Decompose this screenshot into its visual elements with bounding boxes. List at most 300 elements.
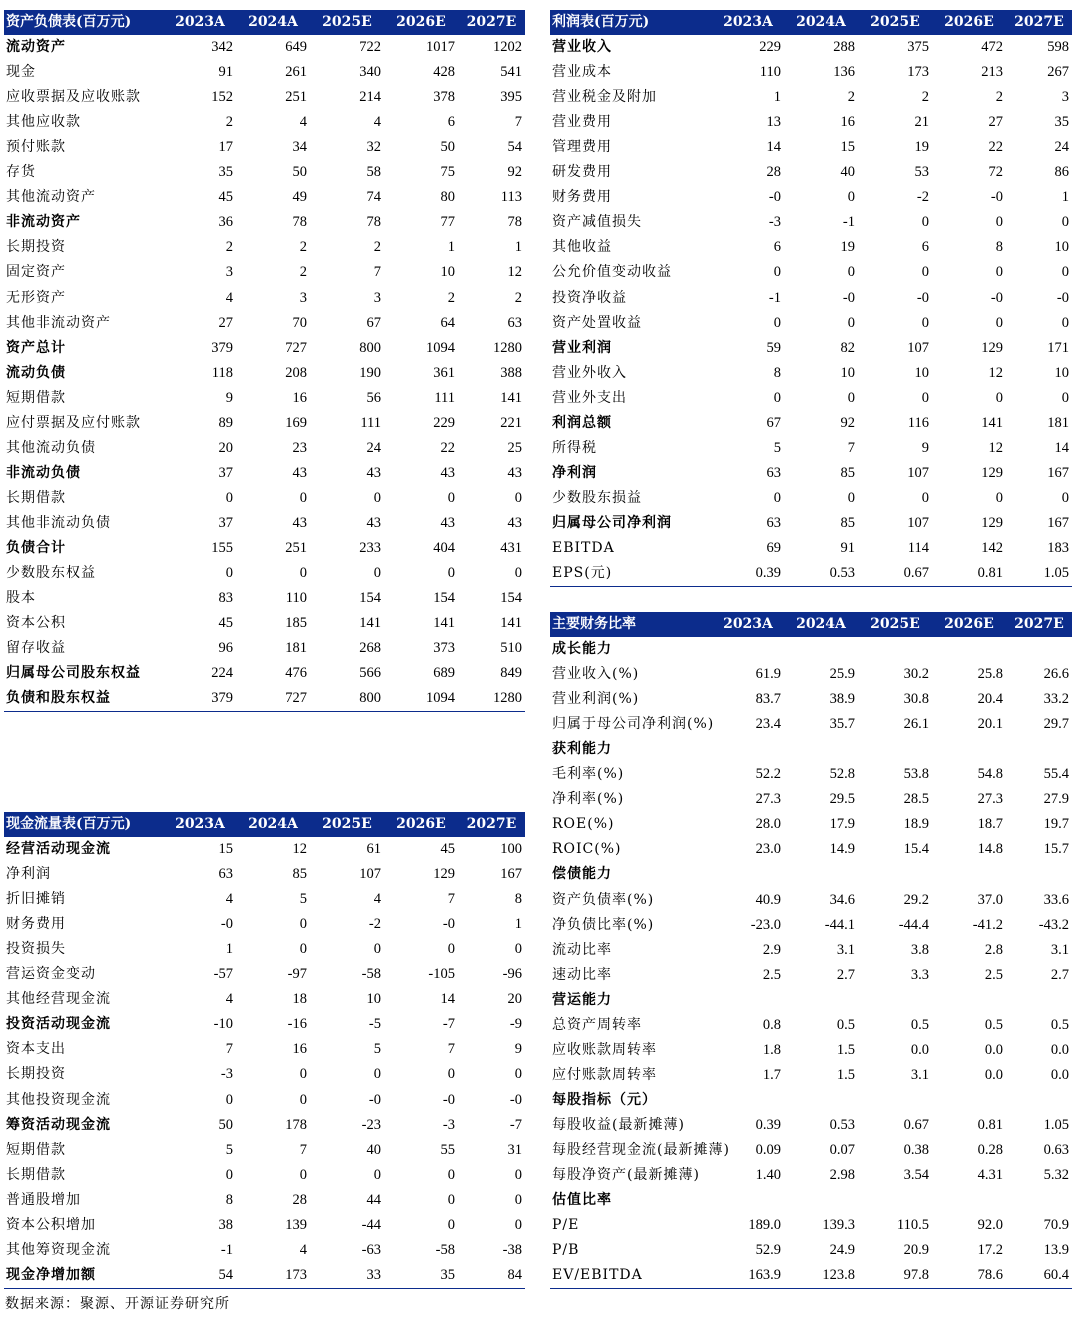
year-header: 2024A	[236, 10, 310, 35]
table-row	[550, 938, 1072, 963]
value-cell: 63	[507, 314, 522, 331]
table-row	[550, 110, 1072, 135]
row-label: ROE(%)	[552, 816, 615, 833]
year-header: 2026E	[384, 10, 458, 35]
table-row	[4, 336, 525, 361]
value-cell: 23	[292, 439, 307, 456]
row-label: 公允价值变动收益	[552, 264, 672, 281]
table-row	[550, 436, 1072, 461]
value-cell	[784, 1088, 858, 1113]
value-cell: 2.8	[984, 941, 1003, 958]
row-label: ROIC(%)	[552, 841, 622, 858]
value-cell: 91	[218, 64, 233, 81]
value-cell: 85	[840, 464, 855, 481]
row-label: 现金	[6, 64, 36, 81]
value-cell: 173	[907, 64, 929, 81]
value-cell: -23.0	[750, 916, 781, 933]
value-cell: 63	[766, 464, 781, 481]
value-cell: 388	[500, 364, 522, 381]
table-row	[550, 235, 1072, 260]
value-cell: 85	[292, 866, 307, 883]
value-cell: 69	[766, 540, 781, 556]
value-cell: 111	[360, 414, 381, 431]
value-cell: 849	[500, 665, 522, 682]
value-cell: 1	[514, 916, 522, 933]
value-cell: -0	[990, 189, 1003, 206]
table-row	[4, 887, 525, 912]
value-cell: 800	[359, 339, 381, 356]
table-row	[4, 160, 525, 185]
value-cell: 3	[225, 264, 233, 281]
row-label: 负债合计	[6, 540, 66, 556]
value-cell: 139	[285, 1216, 307, 1233]
row-label: P/E	[552, 1217, 580, 1234]
value-cell: 0	[773, 489, 781, 506]
value-cell: -1	[220, 1241, 233, 1258]
row-label: 流动负债	[6, 364, 66, 381]
table-row	[550, 662, 1072, 687]
row-label: 固定资产	[6, 264, 66, 281]
value-cell: -0	[916, 289, 929, 306]
row-label: 长期投资	[6, 239, 66, 256]
row-label: P/B	[552, 1242, 580, 1259]
row-label: 短期借款	[6, 1141, 66, 1158]
value-cell: 0	[921, 264, 929, 281]
value-cell: 154	[359, 590, 381, 607]
row-label: EBITDA	[552, 540, 615, 556]
row-label: 筹资活动现金流	[6, 1116, 111, 1133]
value-cell: 167	[500, 866, 522, 883]
value-cell: 67	[766, 414, 781, 431]
table-row	[4, 987, 525, 1012]
value-cell: -58	[361, 966, 381, 983]
value-cell: 141	[981, 414, 1003, 431]
row-label: 营业外收入	[552, 364, 627, 381]
value-cell: 24	[366, 439, 381, 456]
table-row	[550, 812, 1072, 837]
table-header-row	[550, 10, 1072, 35]
value-cell	[858, 637, 932, 662]
value-cell: 26.1	[903, 716, 929, 733]
value-cell: 0	[225, 1091, 233, 1108]
value-cell: 2.9	[762, 941, 781, 958]
value-cell: 38.9	[829, 691, 855, 708]
value-cell: 123.8	[784, 1263, 858, 1289]
value-cell: 40.9	[755, 891, 781, 908]
value-cell: 0	[921, 389, 929, 406]
value-cell: 110.5	[896, 1217, 929, 1234]
value-cell: 14.8	[977, 841, 1003, 858]
value-cell: 1	[514, 239, 522, 256]
table-row	[4, 35, 525, 60]
value-cell: 20.4	[977, 691, 1003, 708]
table-row	[550, 1063, 1072, 1088]
value-cell: 0	[225, 565, 233, 582]
table-row	[550, 1013, 1072, 1038]
row-label: 毛利率(%)	[552, 766, 625, 783]
table-row	[550, 737, 1072, 762]
value-cell: 0	[225, 489, 233, 506]
value-cell: 0.09	[755, 1142, 781, 1158]
table-row	[550, 837, 1072, 862]
value-cell: 107	[907, 514, 929, 531]
table-row	[4, 611, 525, 636]
value-cell: 3.8	[910, 941, 929, 958]
financial-ratios-table	[550, 612, 1072, 1289]
value-cell	[858, 1188, 932, 1213]
row-label: 应收票据及应收账款	[6, 89, 141, 106]
value-cell: 428	[433, 64, 455, 81]
value-cell: 35	[1054, 114, 1069, 131]
value-cell: 0	[1061, 389, 1069, 406]
value-cell: 0.0	[1050, 1066, 1069, 1083]
table-row	[550, 486, 1072, 511]
table-row	[550, 1113, 1072, 1138]
value-cell: 361	[433, 364, 455, 381]
value-cell: 18.9	[903, 816, 929, 833]
row-label: 投资活动现金流	[6, 1016, 111, 1033]
value-cell: 0	[995, 389, 1003, 406]
value-cell: 472	[981, 39, 1003, 56]
value-cell: 82	[840, 339, 855, 356]
table-row	[4, 837, 525, 862]
value-cell: 0.39	[712, 561, 784, 587]
value-cell: -97	[287, 966, 307, 983]
value-cell: 0	[299, 941, 307, 958]
table-row	[4, 686, 525, 712]
value-cell: 224	[211, 665, 233, 682]
value-cell: 54	[164, 1263, 236, 1289]
value-cell: 110	[285, 590, 307, 607]
value-cell: 0.53	[829, 1116, 855, 1133]
table-row	[4, 260, 525, 285]
table-row	[550, 160, 1072, 185]
value-cell: 44	[366, 1191, 381, 1208]
value-cell: 395	[500, 89, 522, 106]
row-label: 存货	[6, 164, 36, 181]
value-cell: 61	[366, 841, 381, 858]
value-cell: 30.2	[903, 666, 929, 683]
value-cell: 4	[225, 991, 233, 1008]
value-cell: 129	[981, 514, 1003, 531]
value-cell: 45	[218, 615, 233, 632]
table-title: 主要财务比率	[550, 612, 712, 637]
value-cell: 1.7	[762, 1066, 781, 1083]
year-header: 2027E	[1006, 10, 1072, 35]
table-row	[550, 311, 1072, 336]
value-cell: 0	[447, 941, 455, 958]
value-cell: 7	[373, 264, 381, 281]
value-cell: 229	[759, 39, 781, 56]
value-cell: 0	[514, 1191, 522, 1208]
value-cell: -2	[916, 189, 929, 206]
value-cell: 92	[507, 164, 522, 181]
value-cell	[784, 737, 858, 762]
value-cell: 18.7	[977, 816, 1003, 833]
value-cell: -16	[287, 1016, 307, 1033]
table-row	[4, 235, 525, 260]
value-cell	[1006, 737, 1072, 762]
ratios-grid	[550, 612, 1072, 1289]
value-cell: 14	[440, 991, 455, 1008]
row-label: 长期借款	[6, 1166, 66, 1183]
value-cell: 0	[514, 565, 522, 582]
table-row	[550, 185, 1072, 210]
value-cell: 0	[447, 1191, 455, 1208]
value-cell: 0	[514, 489, 522, 506]
table-row	[4, 511, 525, 536]
value-cell: 1.40	[755, 1167, 781, 1184]
value-cell	[932, 862, 1006, 887]
value-cell	[932, 637, 1006, 662]
value-cell: -38	[502, 1241, 522, 1258]
row-label: 负债和股东权益	[4, 686, 164, 712]
table-row	[550, 461, 1072, 486]
value-cell: 9	[514, 1041, 522, 1058]
value-cell: 16	[292, 1041, 307, 1058]
row-label: 营业利润	[552, 339, 612, 356]
value-cell: 17.9	[829, 816, 855, 833]
value-cell: -0	[768, 189, 781, 206]
value-cell: 28	[766, 164, 781, 181]
row-label: 其他流动资产	[6, 189, 96, 206]
value-cell: 0	[299, 1066, 307, 1083]
value-cell: 0.63	[1043, 1142, 1069, 1158]
table-row	[550, 1188, 1072, 1213]
value-cell: 0	[921, 314, 929, 331]
value-cell: 28.0	[755, 816, 781, 833]
value-cell	[784, 988, 858, 1013]
income-statement-grid	[550, 10, 1072, 587]
value-cell: -5	[368, 1016, 381, 1033]
value-cell: 12	[988, 364, 1003, 381]
value-cell: 26.6	[1043, 666, 1069, 683]
year-header: 2025E	[858, 10, 932, 35]
value-cell: 7	[447, 1041, 455, 1058]
value-cell: 154	[500, 590, 522, 607]
value-cell: 2.5	[762, 966, 781, 983]
value-cell: 0.39	[755, 1116, 781, 1133]
value-cell: 72	[988, 164, 1003, 181]
value-cell: 113	[500, 189, 522, 206]
value-cell: 267	[1047, 64, 1069, 81]
value-cell: -7	[509, 1116, 522, 1133]
value-cell: 181	[1047, 414, 1069, 431]
value-cell: 5.32	[1043, 1167, 1069, 1184]
value-cell: 12	[292, 841, 307, 858]
value-cell: 1.5	[836, 1041, 855, 1058]
value-cell: 1202	[493, 39, 522, 56]
value-cell: 23.0	[755, 841, 781, 858]
value-cell: 20	[507, 991, 522, 1008]
value-cell: 10	[914, 364, 929, 381]
table-row	[4, 1163, 525, 1188]
value-cell: 2.5	[984, 966, 1003, 983]
value-cell: 4.31	[977, 1167, 1003, 1184]
value-cell: 129	[433, 866, 455, 883]
value-cell: 35.7	[829, 716, 855, 733]
value-cell: 28.5	[903, 791, 929, 808]
table-row	[4, 461, 525, 486]
table-row	[4, 912, 525, 937]
value-cell: 0	[995, 264, 1003, 281]
value-cell: 800	[310, 686, 384, 712]
value-cell: 167	[1047, 464, 1069, 481]
value-cell	[858, 737, 932, 762]
value-cell: 4	[373, 891, 381, 908]
value-cell: 689	[433, 665, 455, 682]
row-label: 应收账款周转率	[552, 1041, 657, 1058]
value-cell: 60.4	[1006, 1263, 1072, 1289]
row-label: 估值比率	[552, 1192, 612, 1209]
value-cell: 1	[225, 941, 233, 958]
value-cell: 61.9	[755, 666, 781, 683]
value-cell: 251	[285, 540, 307, 556]
row-label: 营运资金变动	[6, 966, 96, 983]
table-row	[4, 1062, 525, 1087]
value-cell: 185	[285, 615, 307, 632]
table-row	[550, 687, 1072, 712]
value-cell: 0.28	[977, 1142, 1003, 1158]
value-cell: 8	[995, 239, 1003, 256]
year-header: 2027E	[458, 812, 525, 837]
value-cell: 74	[366, 189, 381, 206]
value-cell: 0	[373, 489, 381, 506]
value-cell: -1	[768, 289, 781, 306]
value-cell: 0.5	[984, 1016, 1003, 1033]
value-cell: 5	[373, 1041, 381, 1058]
value-cell: 83	[218, 590, 233, 607]
row-label: 投资损失	[6, 941, 66, 958]
value-cell	[712, 862, 784, 887]
value-cell	[712, 988, 784, 1013]
row-label: 留存收益	[6, 640, 66, 657]
value-cell: 43	[440, 514, 455, 531]
row-label: 总资产周转率	[552, 1016, 642, 1033]
value-cell: 19	[840, 239, 855, 256]
value-cell: 7	[225, 1041, 233, 1058]
value-cell: 22	[440, 439, 455, 456]
value-cell: 0.5	[1050, 1016, 1069, 1033]
value-cell: 52.9	[755, 1242, 781, 1259]
value-cell: 2	[299, 264, 307, 281]
table-row	[550, 35, 1072, 60]
value-cell: 2	[299, 239, 307, 256]
value-cell: 118	[211, 364, 233, 381]
value-cell: 3.1	[1050, 941, 1069, 958]
value-cell: 0	[299, 1166, 307, 1183]
value-cell: 1.5	[836, 1066, 855, 1083]
value-cell: 43	[292, 464, 307, 481]
value-cell: 20	[218, 439, 233, 456]
table-row	[4, 1138, 525, 1163]
value-cell: 2	[447, 289, 455, 306]
table-row	[550, 787, 1072, 812]
value-cell: 45	[440, 841, 455, 858]
value-cell: -44.4	[898, 916, 929, 933]
value-cell: 155	[211, 540, 233, 556]
value-cell: 0.0	[984, 1041, 1003, 1058]
value-cell: 375	[907, 39, 929, 56]
table-row	[550, 1138, 1072, 1163]
table-row	[4, 586, 525, 611]
value-cell: 0	[225, 1166, 233, 1183]
row-label: 营业税金及附加	[552, 89, 657, 106]
row-label: 获利能力	[552, 741, 612, 758]
value-cell: 3.54	[903, 1167, 929, 1184]
value-cell: 5	[225, 1141, 233, 1158]
value-cell: 24	[1054, 139, 1069, 156]
value-cell: -57	[213, 966, 233, 983]
row-label: 普通股增加	[6, 1191, 81, 1208]
value-cell: 20.1	[977, 716, 1003, 733]
row-label: 资本公积增加	[6, 1216, 96, 1233]
value-cell: 0	[1061, 314, 1069, 331]
row-label: 投资净收益	[552, 289, 627, 306]
value-cell: 2	[847, 89, 855, 106]
table-row	[550, 1238, 1072, 1263]
value-cell: 10	[440, 264, 455, 281]
value-cell: 78.6	[932, 1263, 1006, 1289]
value-cell	[1006, 1188, 1072, 1213]
table-row	[550, 361, 1072, 386]
value-cell: 33.2	[1043, 691, 1069, 708]
balance-sheet-grid	[4, 10, 525, 712]
table-row	[550, 336, 1072, 361]
value-cell: 31	[507, 1141, 522, 1158]
value-cell: 52.8	[829, 766, 855, 783]
row-label: 短期借款	[6, 389, 66, 406]
value-cell: 27	[988, 114, 1003, 131]
row-label: EV/EBITDA	[550, 1263, 712, 1289]
value-cell: 141	[359, 615, 381, 632]
table-row	[4, 1088, 525, 1113]
value-cell: 7	[847, 439, 855, 456]
row-label: 少数股东权益	[6, 565, 96, 582]
value-cell: -23	[361, 1116, 381, 1133]
value-cell: 0	[299, 565, 307, 582]
year-header: 2027E	[1006, 612, 1072, 637]
value-cell: 1280	[458, 686, 525, 712]
value-cell: 136	[833, 64, 855, 81]
row-label: 归属母公司股东权益	[6, 665, 141, 682]
table-header-row	[4, 10, 525, 35]
year-header: 2027E	[458, 10, 525, 35]
row-label: 每股收益(最新摊薄)	[552, 1116, 685, 1133]
row-label: 无形资产	[6, 289, 66, 306]
table-row	[4, 486, 525, 511]
value-cell: 2	[921, 89, 929, 106]
row-label: 营业成本	[552, 64, 612, 81]
value-cell: 0	[773, 264, 781, 281]
value-cell: 107	[907, 339, 929, 356]
value-cell: 85	[840, 514, 855, 531]
value-cell: 7	[447, 891, 455, 908]
value-cell: 288	[833, 39, 855, 56]
value-cell: 10	[366, 991, 381, 1008]
value-cell: 2	[373, 239, 381, 256]
table-row	[550, 1263, 1072, 1289]
value-cell: -43.2	[1038, 916, 1069, 933]
value-cell: 2.98	[829, 1167, 855, 1184]
value-cell	[858, 1088, 932, 1113]
value-cell: 4	[299, 114, 307, 131]
value-cell: 58	[366, 164, 381, 181]
value-cell: 0.5	[910, 1016, 929, 1033]
value-cell: 0	[373, 1166, 381, 1183]
value-cell: 37	[218, 514, 233, 531]
row-label: 研发费用	[552, 164, 612, 181]
